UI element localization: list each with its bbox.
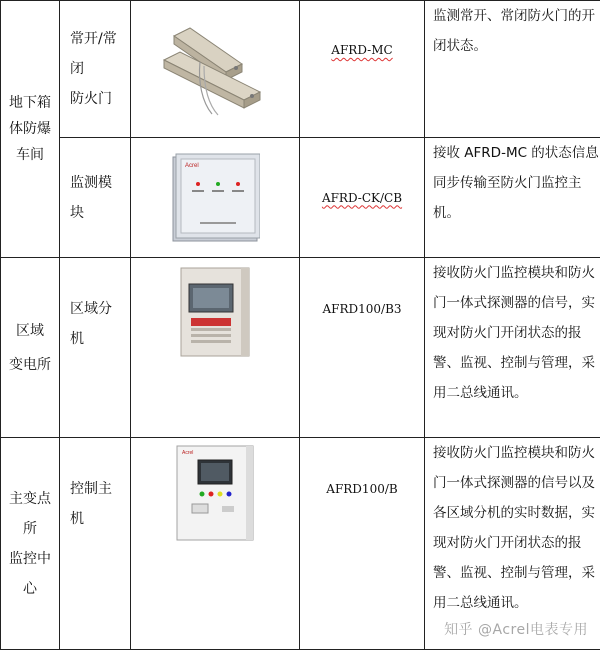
- device-name-cell: [60, 1, 131, 138]
- location-line: 监控中: [1, 544, 59, 574]
- model-cell: [300, 258, 425, 438]
- location-line: 所: [1, 514, 59, 544]
- description-cell: [425, 1, 600, 138]
- location-line: 变电所: [1, 348, 59, 382]
- device-image-cell: [131, 438, 300, 650]
- location-line: 体防爆: [1, 116, 59, 142]
- location-cell: [1, 438, 60, 650]
- area-sub-unit-image: [177, 266, 253, 358]
- location-line: 主变点: [1, 484, 59, 514]
- description-text: 接收防火门监控模块和防火门一体式探测器的信号以及各区域分机的实时数据，实现对防火门开闭状态的报警、监视、控制与管理，采用二总线通讯。: [433, 438, 600, 618]
- model-cell: [300, 1, 425, 138]
- monitoring-module-image: [170, 152, 260, 244]
- model-text: AFRD-CK/CB: [322, 191, 402, 205]
- model-cell: [300, 138, 425, 258]
- model-text: AFRD-MC: [331, 43, 392, 57]
- magnetic-door-sensor-image: [160, 22, 270, 117]
- location-line: 心: [1, 574, 59, 604]
- table-row: [1, 438, 600, 650]
- model-text: AFRD100/B: [326, 482, 397, 496]
- table-row: [1, 1, 600, 138]
- device-image-cell: [131, 138, 300, 258]
- svg-text:Acrel: Acrel: [182, 450, 193, 456]
- table-row: [1, 138, 600, 258]
- device-name-cell: [60, 438, 131, 650]
- model-text: AFRD100/B3: [322, 302, 401, 316]
- location-line: 地下箱: [1, 90, 59, 116]
- location-cell: [1, 1, 60, 258]
- description-cell: [425, 438, 600, 650]
- model-cell: [300, 438, 425, 650]
- description-text: 监测常开、常闭防火门的开闭状态。: [433, 1, 600, 61]
- table-row: [1, 258, 600, 438]
- description-cell: [425, 258, 600, 438]
- location-cell: [1, 258, 60, 438]
- description-text: 接收 AFRD-MC 的状态信息同步传输至防火门监控主机。: [433, 138, 600, 228]
- device-image-cell: [131, 1, 300, 138]
- device-name-line: 区域分: [70, 294, 130, 324]
- device-name-line: 控制主: [70, 474, 130, 504]
- device-name-line: 块: [70, 198, 130, 228]
- device-image-cell: [131, 258, 300, 438]
- watermark: 知乎 @Acrel电表专用: [444, 619, 588, 639]
- device-name-line: 机: [70, 504, 130, 534]
- description-text: 接收防火门监控模块和防火门一体式探测器的信号，实现对防火门开闭状态的报警、监视、控制与管理，采用二总线通讯。: [433, 258, 600, 408]
- device-name-line: 闭: [70, 54, 130, 84]
- device-name-line: 机: [70, 324, 130, 354]
- location-line: 车间: [1, 142, 59, 168]
- svg-text:Acrel: Acrel: [185, 163, 199, 169]
- location-line: 区域: [1, 314, 59, 348]
- device-name-line: 常开/常: [70, 24, 130, 54]
- device-name-cell: [60, 258, 131, 438]
- device-name-line: 监测模: [70, 168, 130, 198]
- device-name-cell: [60, 138, 131, 258]
- control-host-image: [174, 444, 256, 542]
- description-cell: [425, 138, 600, 258]
- device-name-line: 防火门: [70, 84, 130, 114]
